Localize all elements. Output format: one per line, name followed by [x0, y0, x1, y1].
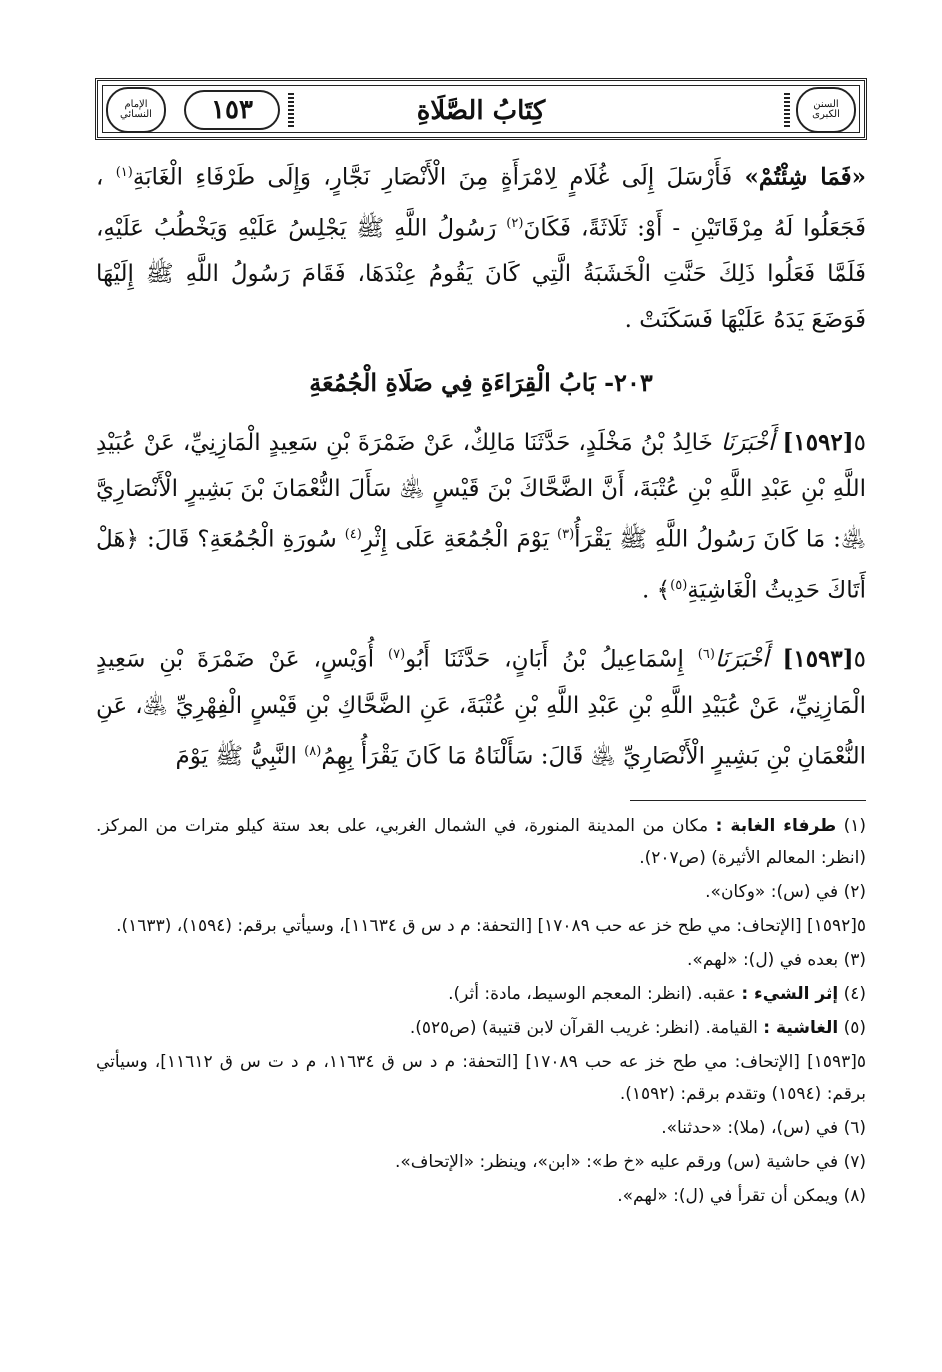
text: إِسْمَاعِيلُ بْنُ أَبَانٍ، حَدَّثَنَا أَبُو	[405, 646, 684, 673]
footnote-label: (١)	[843, 816, 867, 836]
footnote-label: ٥[١٥٩٢]	[807, 916, 866, 936]
footnote-label: (٢)	[843, 882, 866, 902]
footnote-ref-4[interactable]: (٤)	[344, 527, 362, 542]
text: سُورَةِ الْجُمُعَةِ؟ قَالَ: ﴿هَلْ أَتَاكَ حَدِيثُ الْغَاشِيَةِ	[96, 526, 866, 604]
footnote-ref-3[interactable]: (٣)	[557, 527, 575, 542]
footnote	[96, 810, 866, 874]
footnote-label: (٣)	[843, 950, 866, 970]
footnote	[96, 1180, 866, 1212]
footnote-term: إثر الشيء :	[741, 984, 839, 1004]
lead-phrase: «فَمَا شِئْتُمْ»	[744, 163, 866, 191]
text: ﴾ .	[642, 577, 671, 604]
text: أُوَيْسٍ، عَنْ ضَمْرَةَ بْنِ سَعِيدٍ الْمَازِنِيِّ، عَنْ عُبَيْدِ اللَّهِ بْنِ عَبْدِ اللَّهِ بْنِ عُتْبَةَ، عَنِ الضَّحَّاكِ بْنِ قَيْسٍ الْفِهْرِيِّ ﵁، عَنِ النُّعْمَانِ بْنِ بَشِيرٍ الْأَنْصَارِيِّ ﵁ قَالَ: سَأَلْنَاهُ مَا كَانَ يَقْرَأُ بِهِمُ	[96, 646, 866, 770]
hadith-marker: ٥	[853, 430, 867, 456]
text: رَسُولُ اللَّهِ ﷺ يَجْلِسُ عَلَيْهِ وَيَخْطُبُ عَلَيْهِ، فَلَمَّا فَعَلُوا ذَلِكَ حَنَّتِ الْخَشَبَةُ الَّتِي كَانَ يَقُومُ عِنْدَهَا، فَقَامَ رَسُولُ اللَّهِ ﷺ إِلَيْهَا فَوَضَعَ يَدَهُ عَلَيْهَا فَسَكَنَتْ .	[96, 215, 866, 334]
footnote-text: ويمكن أن تقرأ في (ل): «لهم».	[617, 1186, 839, 1206]
footnote-ref-6[interactable]: (٦)	[697, 647, 715, 662]
footnotes	[96, 810, 866, 1214]
footnote-label: (٨)	[843, 1186, 866, 1206]
hadith-1592	[96, 420, 866, 613]
page-header	[95, 78, 867, 140]
footnote	[96, 944, 866, 976]
footnote-term: الغاشية :	[763, 1018, 839, 1038]
book-title: كِتَابُ الصَّلَاةِ	[416, 96, 546, 126]
chapter-heading: ٢٠٣- بَابُ الْقِرَاءَةِ فِي صَلَاةِ الْجُمُعَةِ	[309, 368, 653, 397]
akhbarana-label: أَخْبَرَنَا	[720, 430, 775, 456]
footnote-label: (٧)	[843, 1152, 866, 1172]
akhbarana-label: أَخْبَرَنَا	[714, 646, 769, 673]
footnote-text: [الإتحاف: مي طح خز عه حب ١٧٠٨٩] [التحفة: م د س ق ١١٦٣٤]، وسيأتي برقم: (١٥٩٤)، (١٦٣٣).	[116, 916, 802, 936]
hadith-1593	[96, 632, 866, 779]
footnote	[96, 978, 866, 1010]
footnote-text: القيامة. (انظر: غريب القرآن لابن قتيبة) (ص٥٢٥).	[409, 1018, 758, 1038]
footnote-label: (٤)	[843, 984, 866, 1004]
hadith-marker: ٥	[853, 646, 867, 673]
footnote-ref-5[interactable]: (٥)	[670, 577, 688, 593]
text: ، فَجَعَلُوا لَهُ مِرْقَاتَيْنِ - أَوْ: ثَلَاثَةً، فَكَانَ	[96, 164, 866, 242]
author-medallion: الإمام النسائي	[106, 87, 166, 133]
hadith-number: [١٥٩٢]	[782, 429, 854, 456]
footnote	[96, 1146, 866, 1178]
text: النَّبِيُّ ﷺ يَوْمَ	[175, 743, 297, 770]
footnote	[96, 1012, 866, 1044]
footnote-text: في (س)، (ملا): «حدثنا».	[661, 1118, 839, 1138]
footnote-term: طرفاء الغابة :	[715, 816, 837, 836]
footnote-ref-2[interactable]: (٢)	[506, 215, 524, 231]
footnote-label: (٦)	[843, 1118, 866, 1138]
hadith-number: [١٥٩٣]	[782, 645, 854, 673]
footnote-text: عقبه. (انظر: المعجم الوسيط، مادة: أثر).	[448, 984, 736, 1004]
text: فَأَرْسَلَ إِلَى غُلَامٍ لِامْرَأَةٍ مِنَ الْأَنْصَارِ نَجَّارٍ، وَإِلَى طَرْفَاءِ الْغَابَةِ	[132, 164, 733, 191]
text: يَوْمَ الْجُمُعَةِ عَلَى إِثْرِ	[361, 526, 550, 553]
page-number: ١٥٣	[184, 90, 280, 130]
footnote-ref-7[interactable]: (٧)	[388, 647, 406, 662]
footnote-text: بعده في (ل): «لهم».	[687, 950, 839, 970]
text: خَالِدُ بْنُ مَخْلَدٍ، حَدَّثَنَا مَالِكٌ، عَنْ ضَمْرَةَ بْنِ سَعِيدٍ الْمَازِنِيِّ، عَنْ عُبَيْدِ اللَّهِ بْنِ عَبْدِ اللَّهِ بْنِ عُتْبَةَ، أَنَّ الضَّحَّاكَ بْنَ قَيْسٍ ﵁ سَأَلَ النُّعْمَانَ بْنَ بَشِيرٍ الْأَنْصَارِيَّ ﵁: مَا كَانَ رَسُولُ اللَّهِ ﷺ يَقْرَأُ	[96, 430, 867, 553]
footnote-separator	[630, 800, 866, 801]
footnote-ref-8[interactable]: (٨)	[304, 743, 322, 759]
footnote	[96, 910, 866, 942]
continuation-paragraph	[96, 150, 866, 343]
footnote	[96, 1046, 866, 1110]
footnote-text: في (س): «وكان».	[705, 882, 839, 902]
footnote	[96, 876, 866, 908]
footnote-label: ٥[١٥٩٣]	[807, 1052, 867, 1072]
footnote	[96, 1112, 866, 1144]
footnote-text: [الإتحاف: مي طح خز عه حب ١٧٠٨٩] [التحفة: م د س ق ١١٦٣٤، م د ت س ق ١١٦١٢]، وسيأتي برقم: (١٥٩٤) وتقدم برقم: (١٥٩٢).	[96, 1052, 866, 1104]
header-hatch-right	[784, 91, 790, 127]
series-medallion: السنن الكبرى	[796, 87, 856, 133]
footnote-label: (٥)	[843, 1018, 866, 1038]
footnote-text: مكان من المدينة المنورة، في الشمال الغربي، على بعد ستة كيلو مترات من المركز. (انظر: المعالم الأثيرة) (ص٢٠٧).	[96, 816, 866, 868]
footnote-text: في حاشية (س) ورقم عليه «خ ط»: «ابن»، وينظر: «الإتحاف».	[395, 1152, 839, 1172]
header-hatch-left	[288, 91, 294, 127]
footnote-ref-1[interactable]: (١)	[115, 165, 133, 180]
